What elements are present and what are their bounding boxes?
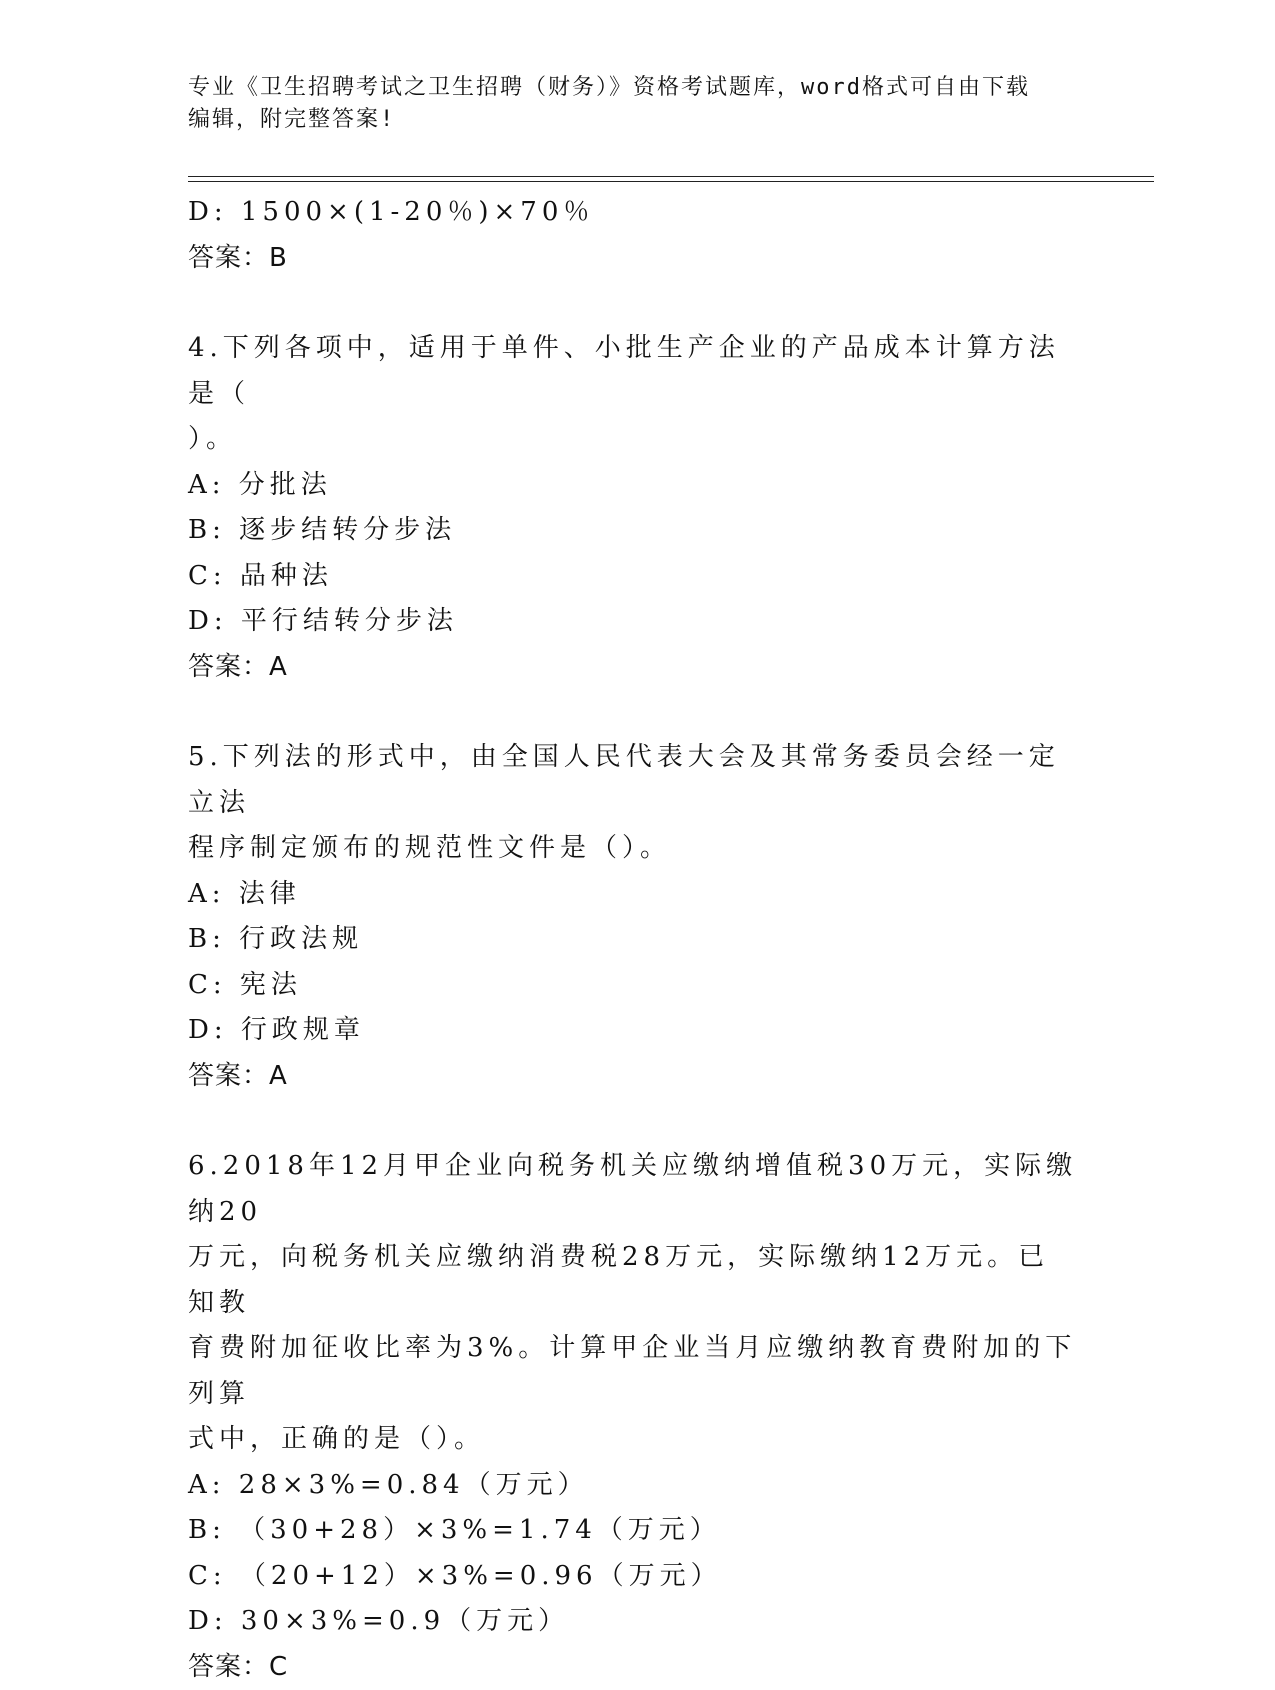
option-b: B: （30+28）×3%=1.74（万元） xyxy=(188,1508,1088,1554)
option-b: B: 逐步结转分步法 xyxy=(188,508,1088,554)
question-stem-line: 育费附加征收比率为3%。计算甲企业当月应缴纳教育费附加的下列算 xyxy=(188,1326,1078,1417)
document-header xyxy=(188,72,1078,136)
option-c: C: 品种法 xyxy=(188,554,1088,600)
spacer xyxy=(188,281,1088,326)
option-c: C: （20+12）×3%=0.96（万元） xyxy=(188,1554,1088,1600)
question-5 xyxy=(188,735,1088,1099)
question-stem-line: 5.下列法的形式中，由全国人民代表大会及其常务委员会经一定立法 xyxy=(188,735,1078,826)
option-a: A: 法律 xyxy=(188,872,1088,918)
question-stem-line: 4.下列各项中，适用于单件、小批生产企业的产品成本计算方法是（ xyxy=(188,326,1078,417)
question-content xyxy=(188,190,1088,1690)
question-stem-line: 6.2018年12月甲企业向税务机关应缴纳增值税30万元，实际缴纳20 xyxy=(188,1144,1078,1235)
question-stem-line: 式中，正确的是（）。 xyxy=(188,1417,1078,1463)
answer-line: 答案：A xyxy=(188,1054,1088,1100)
header-divider-top xyxy=(188,176,1154,177)
header-line-1: 专业《卫生招聘考试之卫生招聘（财务）》资格考试题库，word格式可自由下载 xyxy=(188,72,1078,104)
previous-question-tail xyxy=(188,190,1088,281)
answer-line: 答案：C xyxy=(188,1645,1088,1690)
option-d: D: 30×3%=0.9（万元） xyxy=(188,1599,1088,1645)
answer-line: 答案：A xyxy=(188,645,1088,691)
option-d: D: 行政规章 xyxy=(188,1008,1088,1054)
option-d: D: 平行结转分步法 xyxy=(188,599,1088,645)
question-stem-line: 万元，向税务机关应缴纳消费税28万元，实际缴纳12万元。已知教 xyxy=(188,1235,1078,1326)
option-a: A: 28×3%=0.84（万元） xyxy=(188,1463,1088,1509)
question-6 xyxy=(188,1144,1088,1690)
spacer xyxy=(188,690,1088,735)
question-stem-line: 程序制定颁布的规范性文件是（）。 xyxy=(188,826,1078,872)
question-stem-line: ）。 xyxy=(188,417,1078,463)
question-4 xyxy=(188,326,1088,690)
answer-line: 答案：B xyxy=(188,236,1088,282)
header-line-2: 编辑，附完整答案! xyxy=(188,104,1078,136)
spacer xyxy=(188,1099,1088,1144)
option-d: D: 1500×(1-20％)×70％ xyxy=(188,190,1088,236)
header-divider-bottom xyxy=(188,181,1154,182)
option-a: A: 分批法 xyxy=(188,463,1088,509)
option-c: C: 宪法 xyxy=(188,963,1088,1009)
option-b: B: 行政法规 xyxy=(188,917,1088,963)
